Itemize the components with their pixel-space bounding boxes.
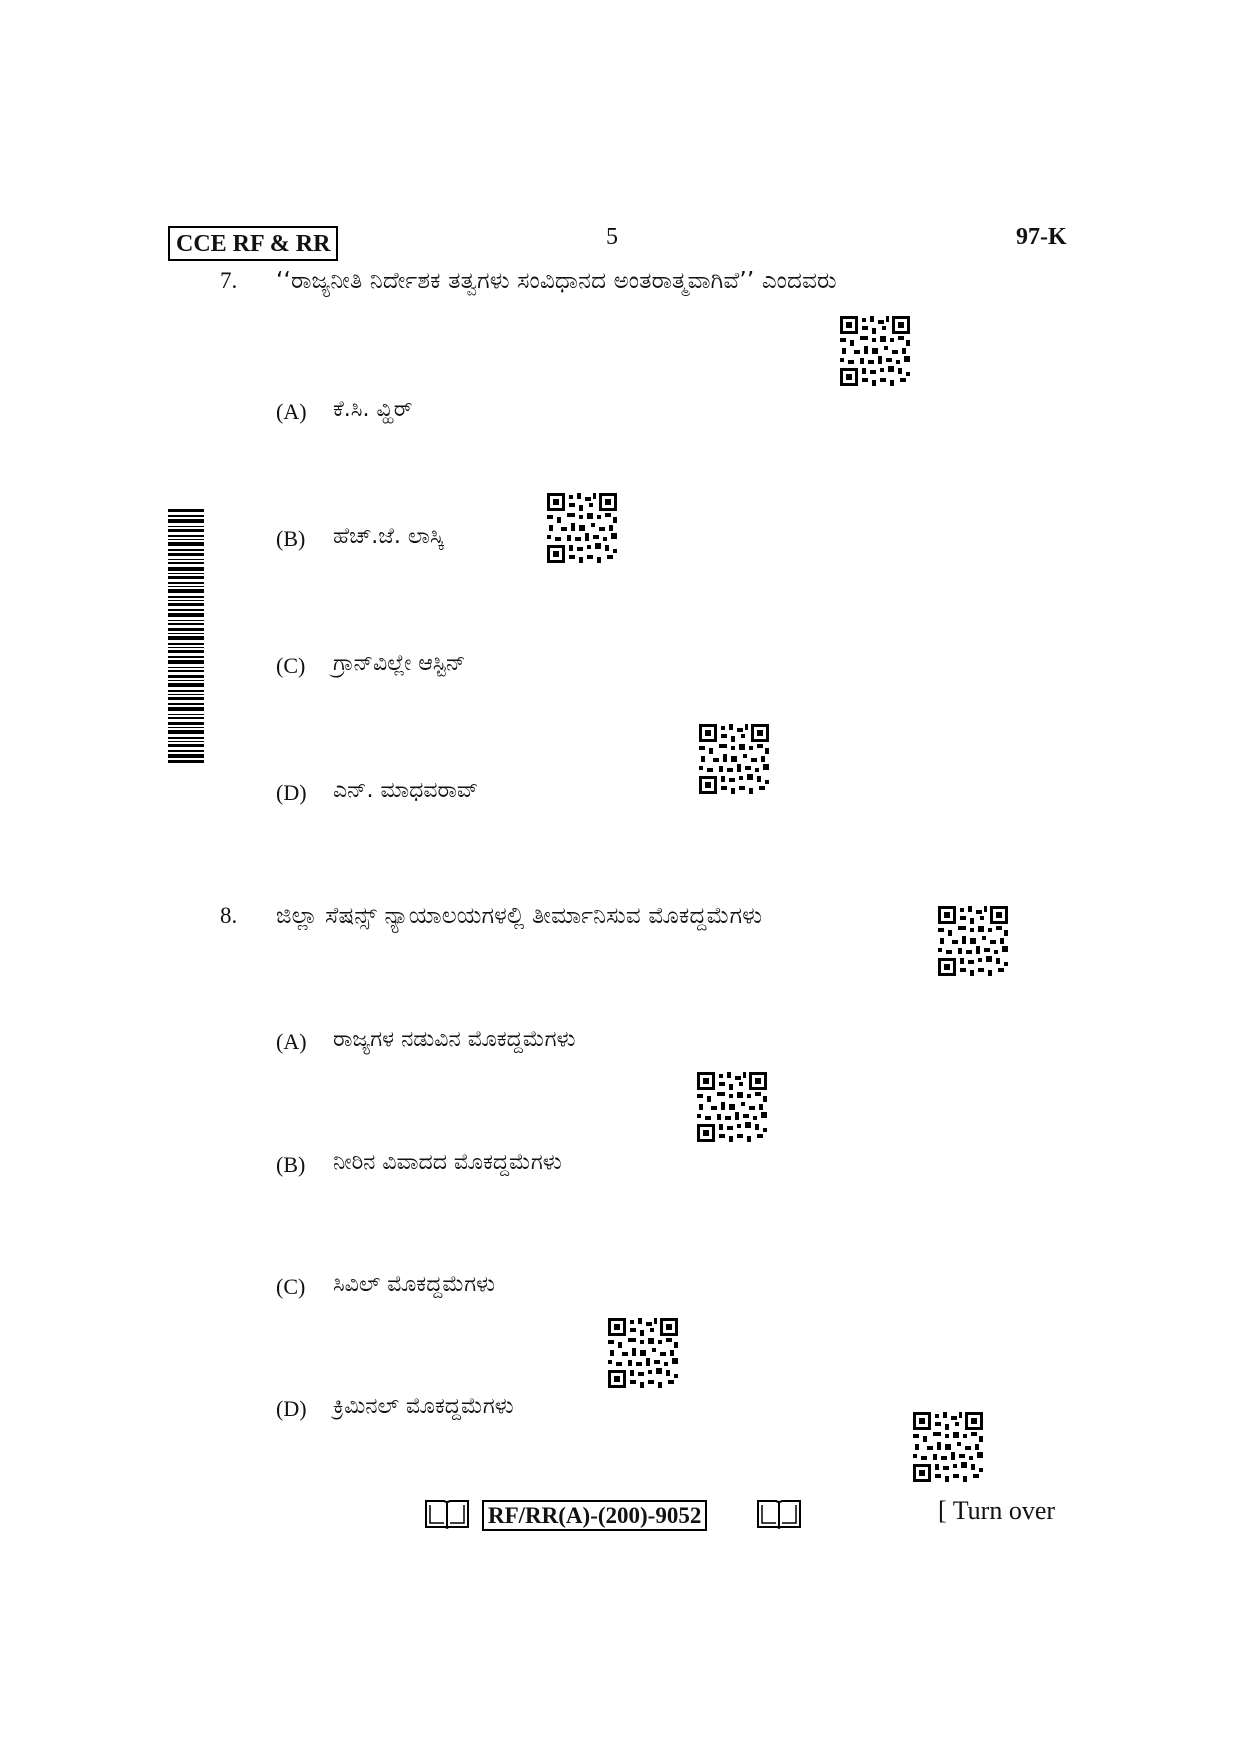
- paper-serial-code: RF/RR(A)-(200)-9052: [482, 1500, 707, 1531]
- q8-option-b-letter: (B): [276, 1152, 306, 1177]
- q7-option-a-letter: (A): [276, 399, 307, 424]
- qr-code-icon: [697, 1072, 767, 1142]
- qr-code-icon: [547, 493, 617, 563]
- q7-option-b-letter: (B): [276, 526, 306, 551]
- question-7-text: ‘‘ರಾಜ್ಯನೀತಿ ನಿರ್ದೇಶಕ ತತ್ವಗಳು ಸಂವಿಧಾನದ ಅಂತರಾತ್ಮವಾಗಿವೆ’’ ಎಂದವರು: [276, 268, 837, 294]
- q8-option-a-letter: (A): [276, 1029, 307, 1054]
- qr-code-icon: [913, 1412, 983, 1482]
- q7-option-c-letter: (C): [276, 653, 306, 678]
- q7-option-c-text: ಗ್ರಾನ್‌ವಿಲ್ಲೇ ಆಸ್ಟಿನ್: [333, 651, 466, 676]
- q7-option-d-text: ಎನ್. ಮಾಧವರಾವ್: [333, 778, 479, 803]
- qr-code-icon: [938, 906, 1008, 976]
- q8-option-c-letter: (C): [276, 1274, 306, 1299]
- barcode-icon: [168, 509, 204, 763]
- q8-option-d-text: ಕ್ರಿಮಿನಲ್ ಮೊಕದ್ದಮೆಗಳು: [333, 1394, 514, 1419]
- qr-code-icon: [699, 724, 769, 794]
- q7-option-a-text: ಕೆ.ಸಿ. ವ್ಹಿರ್: [333, 397, 413, 422]
- book-icon: [424, 1497, 470, 1529]
- question-8-text: ಜಿಲ್ಲಾ ಸೆಷನ್ಸ್ ನ್ಯಾಯಾಲಯಗಳಲ್ಲಿ ತೀರ್ಮಾನಿಸುವ ಮೊಕದ್ದಮೆಗಳು: [276, 903, 763, 929]
- question-7-number: 7.: [220, 268, 238, 293]
- paper-code-box: CCE RF & RR: [168, 226, 338, 261]
- question-8-number: 8.: [220, 903, 238, 928]
- q8-option-b-text: ನೀರಿನ ವಿವಾದದ ಮೊಕದ್ದಮೆಗಳು: [333, 1150, 562, 1175]
- page-number: 5: [606, 224, 618, 250]
- q8-option-a-text: ರಾಜ್ಯಗಳ ನಡುವಿನ ಮೊಕದ್ದಮೆಗಳು: [333, 1027, 576, 1052]
- subject-code: 97-K: [1016, 224, 1067, 250]
- book-icon: [756, 1497, 802, 1529]
- qr-code-icon: [608, 1318, 678, 1388]
- qr-code-icon: [840, 316, 910, 386]
- q7-option-b-text: ಹೆಚ್.ಜೆ. ಲಾಸ್ಕಿ: [333, 524, 444, 549]
- turn-over-label: [ Turn over: [938, 1496, 1056, 1525]
- q8-option-c-text: ಸಿವಿಲ್ ಮೊಕದ್ದಮೆಗಳು: [333, 1272, 496, 1297]
- q8-option-d-letter: (D): [276, 1396, 307, 1421]
- q7-option-d-letter: (D): [276, 780, 307, 805]
